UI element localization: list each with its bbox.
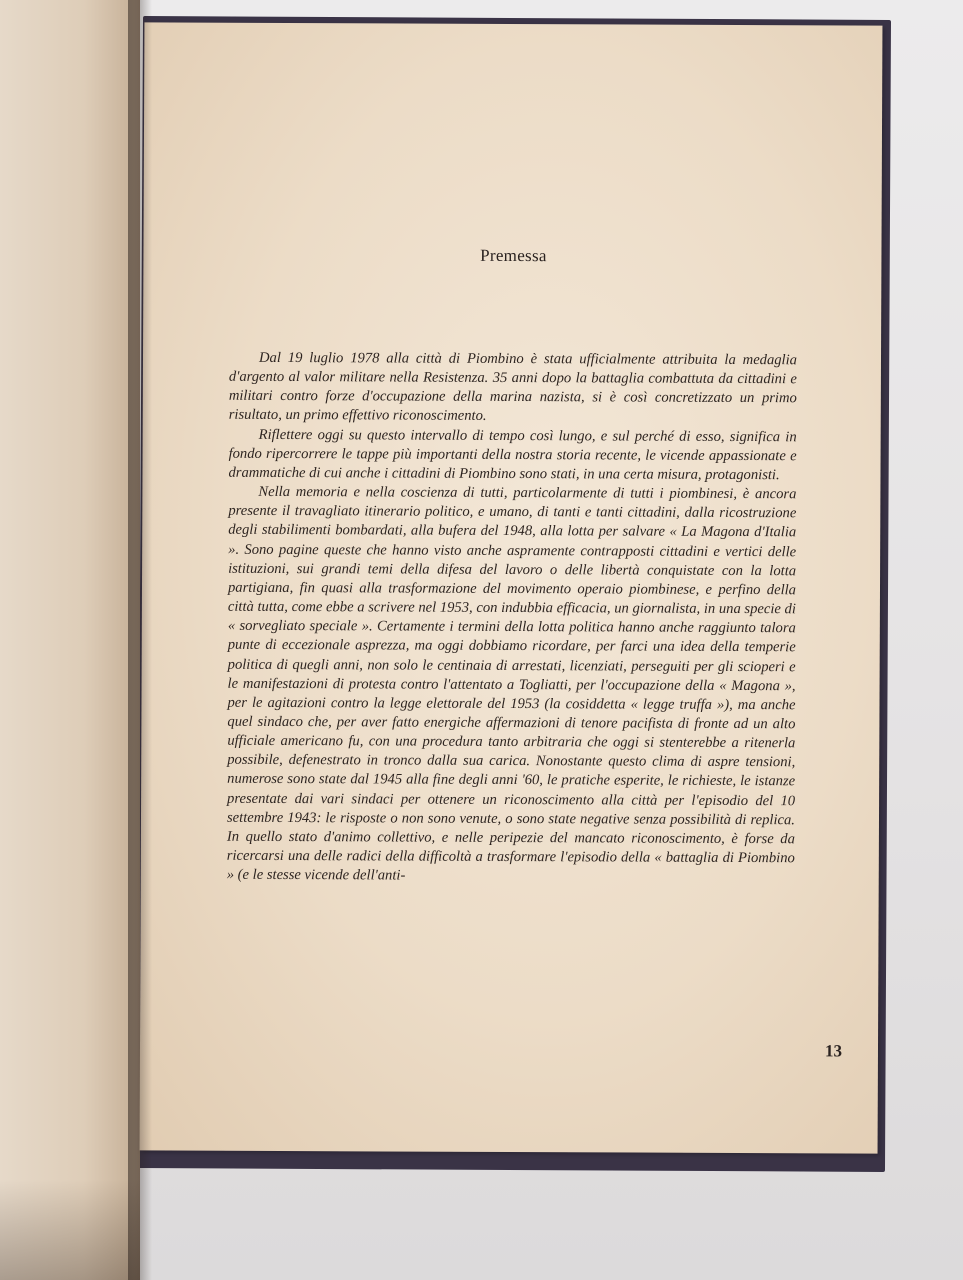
- paragraph: Dal 19 luglio 1978 alla città di Piombino è stata ufficialmente attribuita la medaglia d'argento al valor militare nella Resistenza. 35 anni dopo la battaglia combattuta da cittadini e militari contro forze d'occupazione della marina nazista, si è così concretizzato un primo risultato, un primo effettivo riconoscimento.: [228, 349, 798, 425]
- paragraph: Nella memoria e nella coscienza di tutti, particolarmente di tutti i piombinesi, è ancora presente il travagliato itinerario politico, e umano, di tanti e tanti cittadini, dalla ricostruzione degli stabilimenti bombardati, alla bufera del 1948, alla lotta per salvare « La Magona d'Italia ». Sono pagine queste che hanno visto anche aspramente contrapposti cittadini e vertici delle istituzioni, sui grandi temi della difesa del lavoro o delle libertà conquistate con la lotta partigiana, fin quasi alla trasformazione del movimento operaio piombinese, e perfino della città tutta, come ebbe a scrivere nel 1953, con indubbia efficacia, un giornalista, in una specie di « sorvegliato speciale ». Certamente i termini della lotta politica hanno anche raggiunto talora punte di eccezionale asprezza, ma oggi dobbiamo ricordare, per farci una idea della temperie politica di quegli anni, non solo le centinaia di arrestati, licenziati, perseguiti per gli scioperi e le manifestazioni di protesta contro l'attentato a Togliatti, per l'occupazione della « Magona », per le agitazioni contro la legge elettorale del 1953 (la cosiddetta « legge truffa »), ma anche quel sindaco che, per aver fatto energiche affermazioni di tenore pacifista di fronte ad un alto ufficiale americano fu, con una procedura tanto arbitraria che oggi si stenterebbe a ritenerla possibile, defenestrato in tronco dalla sua carica. Nonostante questo clima di aspre tensioni, numerose sono state dal 1945 alla fine degli anni '60, le pratiche esperite, le richieste, le istanze presentate dai vari sindaci per ottenere un riconoscimento alla città per l'episodio del 10 settembre 1943: le risposte o non sono venute, o sono state negative senza possibilità di replica. In quello stato d'animo collettivo, e nelle peripezie del mancato riconoscimento, è forse da ricercarsi una delle radici della difficoltà a trasformare l'episodio della « battaglia di Piombino » (e le stesse vicende dell'anti-: [226, 483, 797, 884]
- body-text: [227, 349, 797, 888]
- book-page: [140, 22, 883, 1153]
- page-number: 13: [824, 1041, 843, 1061]
- spine-shadow: [128, 0, 152, 1280]
- page-content: [226, 23, 799, 1153]
- left-page: [0, 0, 140, 1280]
- paragraph: Riflettere oggi su questo intervallo di tempo così lungo, e sul perché di esso, significa in fondo ripercorrere le tappe più importanti della nostra storia recente, le vicende appassionate e drammatiche di cui anche i cittadini di Piombino sono stati, in una certa misura, protagonisti.: [228, 426, 797, 484]
- left-page-shadow: [0, 1180, 140, 1280]
- page-title: Premessa: [480, 245, 547, 266]
